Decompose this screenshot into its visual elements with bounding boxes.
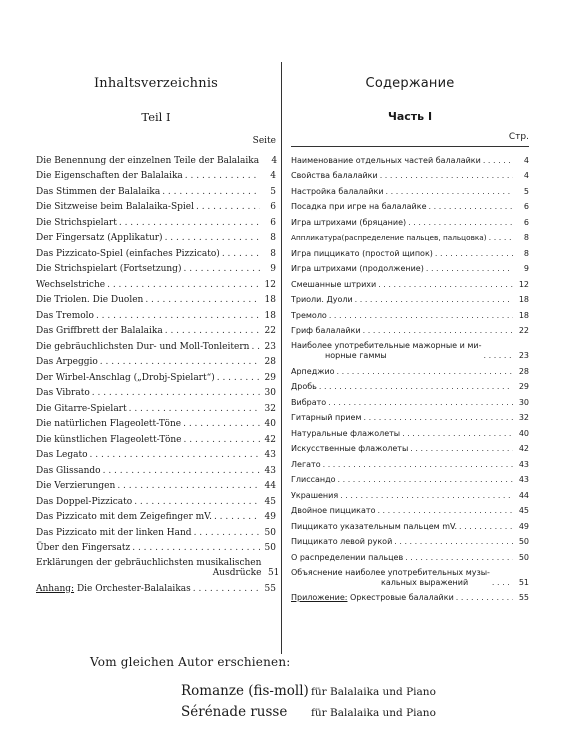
toc-entry: Игра штрихами (продолжение) . . . 9 — [291, 259, 529, 275]
header-rule — [291, 146, 529, 147]
toc-entry: Die Triolen. Die Duolen . . . 18 — [36, 290, 276, 306]
toc-entry: Das Tremolo . . . 18 — [36, 305, 276, 321]
german-entries — [36, 150, 280, 594]
work-instrumentation: für Balalaika und Piano — [311, 707, 436, 719]
toc-entry: Der Fingersatz (Applikatur) . . . 8 — [36, 228, 276, 244]
toc-entry: Наименование отдельных частей балалайки . . . 4 — [291, 150, 529, 166]
toc-entry: Вибрато . . . 30 — [291, 392, 529, 408]
toc-entry: Das Glissando . . . 43 — [36, 460, 276, 476]
toc-entry: Die Sitzweise beim Balalaika-Spiel . . . 6 — [36, 197, 276, 213]
toc-entry: Свойства балалайки . . . 4 — [291, 166, 529, 182]
toc-entry-multiline: Наиболее употребительные мажорные и ми- норные гаммы . . . 23 — [291, 336, 529, 361]
toc-entry: Das Legato . . . 43 — [36, 445, 276, 461]
russian-page-header: Стр. — [508, 132, 529, 142]
toc-entry: Die Eigenschaften der Balalaika . . . 4 — [36, 166, 276, 182]
column-divider — [281, 62, 282, 654]
german-part: Teil I — [141, 110, 171, 124]
toc-entry: Die künstlichen Flageolett-Töne . . . 42 — [36, 429, 276, 445]
russian-part: Часть I — [387, 110, 433, 123]
toc-entry: Das Stimmen der Balalaika . . . 5 — [36, 181, 276, 197]
toc-entry: Игра пиццикато (простой щипок) . . . 8 — [291, 243, 529, 259]
toc-entry-multiline: Объяснение наиболее употребительных музы- кальных выражений . . . 51 — [291, 563, 529, 588]
toc-entry: Гриф балалайки . . . 22 — [291, 321, 529, 337]
toc-entry: Смешанные штрихи . . . 12 — [291, 274, 529, 290]
work-title: Romanze (fis-moll) — [181, 683, 309, 699]
toc-entry: Легато . . . 43 — [291, 454, 529, 470]
toc-entry: Пиццикато левой рукой . . . 50 — [291, 532, 529, 548]
work-instrumentation: für Balalaika und Piano — [311, 686, 436, 698]
toc-entry: Die gebräuchlichsten Dur- und Moll-Tonleitern . . . 23 — [36, 336, 276, 352]
toc-entry: Über den Fingersatz . . . 50 — [36, 538, 276, 554]
toc-entry: О распределении пальцев . . . 50 — [291, 547, 529, 563]
toc-entry: Глиссандо . . . 43 — [291, 470, 529, 486]
work-item — [181, 704, 436, 720]
footer-intro: Vom gleichen Autor erschienen: — [90, 655, 291, 669]
toc-entry: Пиццикато указательным пальцем mV. . . . 49 — [291, 516, 529, 532]
work-title: Sérénade russe — [181, 704, 288, 720]
toc-entry: Das Pizzicato-Spiel (einfaches Pizzicato) . . . 8 — [36, 243, 276, 259]
toc-entry: Арпеджио . . . 28 — [291, 361, 529, 377]
toc-entry: Das Pizzicato mit der linken Hand . . . 50 — [36, 522, 276, 538]
russian-heading: Содержание — [365, 76, 455, 91]
toc-entry: Die Benennung der einzelnen Teile der Balalaika 4 — [36, 155, 278, 166]
german-page-header: Seite — [252, 136, 276, 146]
toc-entry: Das Doppel-Pizzicato . . . 45 — [36, 491, 276, 507]
toc-entry: Аппликатура(распределение пальцев, пальцовка) . . . 8 — [291, 228, 529, 244]
toc-entry: Искусственные флажолеты . . . 42 — [291, 439, 529, 455]
toc-entry: Die natürlichen Flageolett-Töne . . . 40 — [36, 414, 276, 430]
toc-entry: Die Strichspielart (Fortsetzung) . . . 9 — [36, 259, 276, 275]
toc-entry: Двойное пиццикато . . . 45 — [291, 501, 529, 517]
toc-entry: Das Arpeggio . . . 28 — [36, 352, 276, 368]
toc-entry: Гитарный прием . . . 32 — [291, 408, 529, 424]
toc-entry: Die Gitarre-Spielart . . . 32 — [36, 398, 276, 414]
toc-entry: Украшения . . . 44 — [291, 485, 529, 501]
toc-entry: Тремоло . . . 18 — [291, 305, 529, 321]
toc-entry: Натуральные флажолеты . . . 40 — [291, 423, 529, 439]
toc-entry: Der Wirbel-Anschlag („Drobj-Spielart“) . . . 29 — [36, 367, 276, 383]
toc-entry: Die Verzierungen . . . 44 — [36, 476, 276, 492]
toc-entry: Wechselstriche . . . 12 — [36, 274, 276, 290]
toc-entry: Настройка балалайки . . . 5 — [291, 181, 529, 197]
toc-entry: Die Strichspielart . . . 6 — [36, 212, 276, 228]
toc-entry: Das Griffbrett der Balalaika . . . 22 — [36, 321, 276, 337]
toc-entry: Игра штрихами (бряцание) . . . 6 — [291, 212, 529, 228]
toc-entry-appendix: Приложение: Оркестровые балалайки . . . 55 — [291, 588, 529, 604]
toc-entry-multiline: Erklärungen der gebräuchlichsten musikalischen Ausdrücke 51 — [36, 558, 280, 578]
russian-entries — [291, 150, 529, 603]
toc-entry: Das Vibrato . . . 30 — [36, 383, 276, 399]
work-item — [181, 683, 436, 699]
toc-entry: Триоли. Дуоли . . . 18 — [291, 290, 529, 306]
toc-entry: Das Pizzicato mit dem Zeigefinger mV. . . . 49 — [36, 507, 276, 523]
toc-entry: Посадка при игре на балалайке . . . 6 — [291, 197, 529, 213]
toc-entry: Дробь . . . 29 — [291, 377, 529, 393]
toc-entry-appendix: Anhang: Die Orchester-Balalaikas . . . 55 — [36, 578, 276, 594]
german-heading: Inhaltsverzeichnis — [93, 76, 219, 91]
